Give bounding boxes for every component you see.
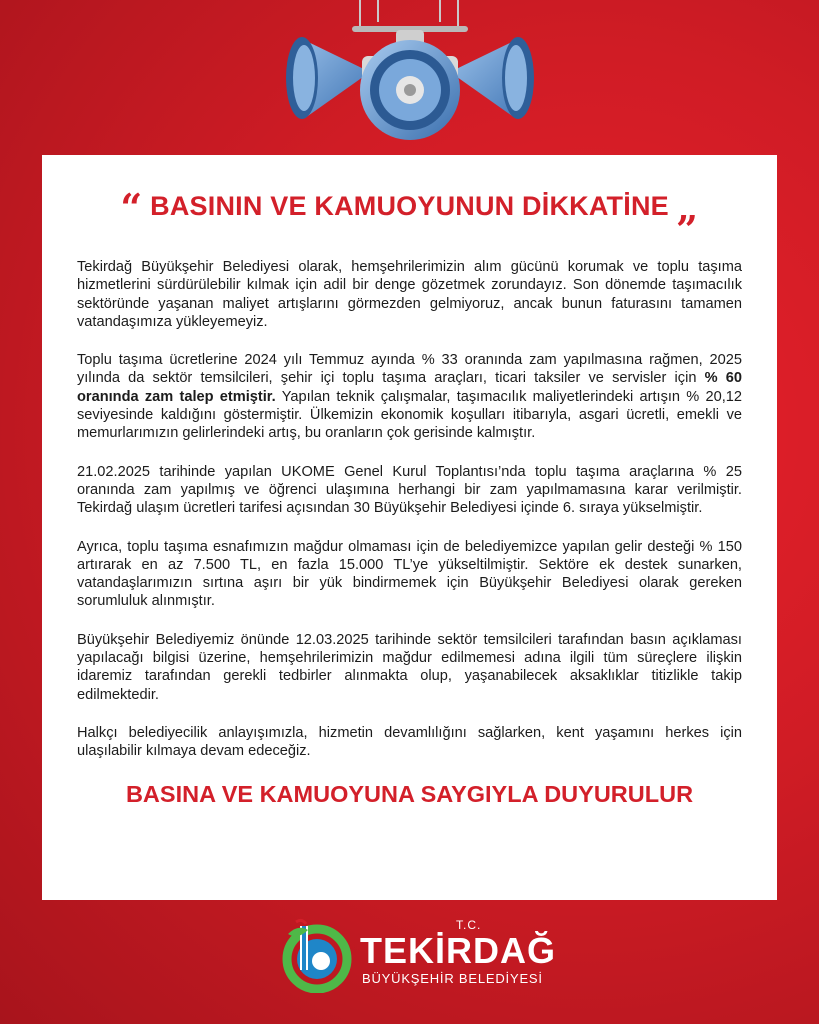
announcement-headline — [77, 185, 742, 230]
paragraph-text: Toplu taşıma ücretlerine 2024 yılı Temmuz ayında % 33 oranında zam yapılmasına rağmen, 2025 yılında da sektör temsilcileri, şehir içi toplu taşıma araçları, ticari taksiler ve servisler için — [77, 352, 742, 387]
megaphone-icon — [360, 30, 460, 140]
logo-tc: T.C. — [456, 918, 482, 932]
logo-city-name: TEKİRDAĞ — [360, 930, 556, 971]
paragraph — [77, 258, 742, 331]
paragraph-text: 21.02.2025 tarihinde yapılan UKOME Genel Kurul Toplantısı’nda toplu taşıma araçlarına % 25 oranında zam yapılmış ve öğrenci ulaşımına herhangi bir zam yapılmamasına karar verilmiştir. Tekirdağ ulaşım ücretleri tarifesi açısından 30 Büyükşehir Belediyesi içinde 6. sıraya yükselmiştir. — [77, 463, 742, 517]
paragraph — [77, 724, 742, 761]
paragraph — [77, 538, 742, 611]
close-quote: „ — [676, 185, 699, 230]
logo-org-name: BÜYÜKŞEHİR BELEDİYESİ — [362, 971, 543, 986]
paragraph — [77, 351, 742, 442]
paragraph — [77, 631, 742, 704]
paragraph-text: Tekirdağ Büyükşehir Belediyesi olarak, hemşehrilerimizin alım gücünü korumak ve toplu taşıma hizmetlerini sürdürülebilir kılmak için adil bir denge gözetmek zorundayız. Son dönemde taşımacılık sektöründe yaşanan maliyet artışlarını görmezden gelmiyoruz, ancak bunun faturasını tamamen vatandaşımıza yükleyemeyiz. — [77, 259, 742, 330]
paragraph — [77, 463, 742, 518]
headline-text: BASININ VE KAMUOYUNUN DİKKATİNE — [150, 191, 669, 221]
closing-statement: BASINA VE KAMUOYUNA SAYGIYLA DUYURULUR — [125, 780, 694, 807]
municipality-logo — [280, 918, 556, 998]
announcement-card — [42, 155, 777, 900]
announcement-body — [77, 258, 742, 761]
paragraph-text: Halkçı belediyecilik anlayışımızla, hizmetin devamlılığını sağlarken, kent yaşamını herkes için ulaşılabilir kılmaya devam edeceğiz. — [77, 724, 742, 760]
paragraph-text: Büyükşehir Belediyemiz önünde 12.03.2025 tarihinde sektör temsilcileri tarafından basın açıklaması yapılacağı bilgisi üzerine, hemşehrilerimizin mağdur edilmemesi adına ilgili tüm süreçlere ilişkin idaremiz tarafından gerekli tedbirler alınmakta olup, yaşanabilecek aksaklıklar titizlikle takip edilmektedir. — [77, 631, 742, 703]
megaphones-illustration — [0, 0, 819, 150]
tekirdag-logo-icon — [280, 918, 355, 993]
paragraph-text: Yapılan teknik çalışmalar, taşımacılık maliyetlerindeki artışın % 20,12 seviyesinde kaldığını göstermiştir. Ülkemizin ekonomik koşulları itibarıyla, asgari ücretli, emekli ve memurlarımızın gelirlerindeki artış, bu oranların çok gerisinde kalmıştır. — [77, 388, 742, 442]
open-quote: “ — [120, 185, 143, 230]
paragraph-bold-text: % 60 oranında zam talep etmiştir. — [77, 370, 742, 405]
paragraph-text: Ayrıca, toplu taşıma esnafımızın mağdur olmaması için de belediyemizce yapılan gelir desteği % 150 artırarak en az 7.500 TL, en fazla 15.000 TL’ye yükseltilmiştir. Sektöre ek destek sunarken, vatandaşlarımızın sırtına aşırı bir yük bindirmemek için Büyükşehir Belediyesi olarak gereken sorumluluk alınmıştır. — [77, 538, 742, 610]
